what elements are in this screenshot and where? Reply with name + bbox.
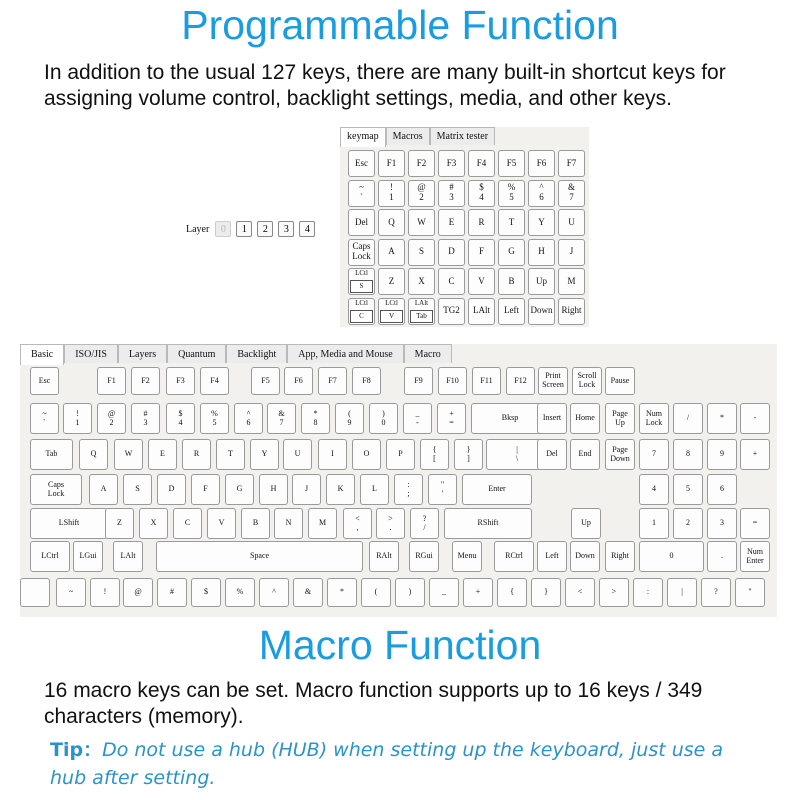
keymap-key-5[interactable]: % 5 bbox=[498, 180, 525, 207]
picker-key-4[interactable]: $ 4 bbox=[166, 403, 195, 434]
picker-key-1[interactable]: 1 bbox=[639, 508, 669, 539]
picker-key-6[interactable]: ^ 6 bbox=[234, 403, 263, 434]
keymap-tab-keymap[interactable]: keymap bbox=[340, 127, 386, 147]
keymap-key-lctl-s[interactable] bbox=[348, 268, 375, 295]
picker-key-rgui[interactable]: RGui bbox=[409, 541, 439, 572]
picker-key-symbol[interactable]: % bbox=[225, 578, 255, 607]
keymap-key-j[interactable]: J bbox=[558, 239, 585, 266]
keymap-key-d[interactable]: D bbox=[438, 239, 465, 266]
picker-key-lgui[interactable]: LGui bbox=[73, 541, 103, 572]
keymap-key-s[interactable]: S bbox=[408, 239, 435, 266]
keymap-key-g[interactable]: G bbox=[498, 239, 525, 266]
picker-key-symbol[interactable]: $ bbox=[191, 578, 221, 607]
picker-key-symbol[interactable]: | bbox=[667, 578, 697, 607]
keymap-key-caps-lock[interactable]: Caps Lock bbox=[348, 239, 375, 266]
picker-key-g[interactable]: G bbox=[225, 474, 254, 505]
picker-key-symbol[interactable]: } bbox=[531, 578, 561, 607]
picker-key-symbol[interactable]: ! bbox=[90, 578, 120, 607]
picker-key-num-lock[interactable]: Num Lock bbox=[639, 403, 669, 434]
base-key-label: S bbox=[350, 280, 373, 293]
tip-text: Do not use a hub (HUB) when setting up the keyboard, just use a hub after setting. bbox=[50, 739, 724, 789]
keymap-key-right[interactable]: Right bbox=[558, 298, 585, 325]
picker-tab-macro[interactable]: Macro bbox=[404, 344, 452, 363]
picker-key-f3[interactable]: F3 bbox=[166, 367, 195, 395]
layer-button-4[interactable]: 4 bbox=[299, 221, 315, 237]
keymap-key-left[interactable]: Left bbox=[498, 298, 525, 325]
keymap-panel-tabs bbox=[340, 127, 495, 146]
picker-tab-iso-jis[interactable]: ISO/JIS bbox=[64, 344, 118, 363]
keymap-panel bbox=[340, 127, 589, 327]
picker-key-symbol[interactable]: : ; bbox=[394, 474, 423, 505]
picker-key-f11[interactable]: F11 bbox=[472, 367, 501, 395]
picker-key-symbol[interactable]: } ] bbox=[454, 439, 483, 470]
picker-key-p[interactable]: P bbox=[386, 439, 415, 470]
picker-key-symbol[interactable]: ~ ` bbox=[30, 403, 59, 434]
picker-key-symbol[interactable]: < bbox=[565, 578, 595, 607]
keymap-key-t[interactable]: T bbox=[498, 209, 525, 236]
picker-key-y[interactable]: Y bbox=[250, 439, 279, 470]
picker-key-symbol[interactable]: ) bbox=[395, 578, 425, 607]
keymap-key-2[interactable]: @ 2 bbox=[408, 180, 435, 207]
picker-key-2[interactable]: @ 2 bbox=[97, 403, 126, 434]
keymap-key-b[interactable]: B bbox=[498, 268, 525, 295]
picker-key-m[interactable]: M bbox=[308, 508, 337, 539]
picker-key-blank[interactable] bbox=[20, 578, 50, 607]
picker-key-symbol[interactable]: ( bbox=[361, 578, 391, 607]
picker-key-v[interactable]: V bbox=[207, 508, 236, 539]
picker-key-f12[interactable]: F12 bbox=[506, 367, 535, 395]
tip-label: Tip： bbox=[50, 739, 103, 761]
picker-key-num-enter[interactable]: Num Enter bbox=[740, 541, 770, 572]
picker-tab-backlight[interactable]: Backlight bbox=[226, 344, 287, 363]
modifier-label: LCtl bbox=[355, 298, 368, 307]
keymap-key-f4[interactable]: F4 bbox=[468, 150, 495, 177]
picker-key-ralt[interactable]: RAlt bbox=[369, 541, 399, 572]
layer-button-2[interactable]: 2 bbox=[257, 221, 273, 237]
keymap-key-f5[interactable]: F5 bbox=[498, 150, 525, 177]
picker-key-symbol[interactable]: _ bbox=[429, 578, 459, 607]
picker-key-symbol[interactable]: * bbox=[707, 403, 737, 434]
keymap-key-6[interactable]: ^ 6 bbox=[528, 180, 555, 207]
programmable-function-description: In addition to the usual 127 keys, there are many built-in shortcut keys for assigning volume control, backlight settings, media, and other keys. bbox=[44, 61, 726, 110]
picker-key-r[interactable]: R bbox=[182, 439, 211, 470]
picker-key-d[interactable]: D bbox=[157, 474, 186, 505]
keymap-key-1[interactable]: ! 1 bbox=[378, 180, 405, 207]
picker-key-symbol[interactable]: | \ bbox=[486, 439, 548, 470]
keymap-key-f3[interactable]: F3 bbox=[438, 150, 465, 177]
picker-key-i[interactable]: I bbox=[318, 439, 347, 470]
picker-key-a[interactable]: A bbox=[89, 474, 118, 505]
picker-key-h[interactable]: H bbox=[259, 474, 288, 505]
picker-key-7[interactable]: 7 bbox=[639, 439, 669, 470]
picker-key-symbol[interactable]: + = bbox=[437, 403, 466, 434]
picker-key-9[interactable]: ( 9 bbox=[335, 403, 364, 434]
keymap-tab-macros[interactable]: Macros bbox=[386, 127, 430, 145]
picker-key-f6[interactable]: F6 bbox=[284, 367, 313, 395]
keymap-key-del[interactable]: Del bbox=[348, 209, 375, 236]
picker-key-right[interactable]: Right bbox=[605, 541, 635, 572]
keymap-key-h[interactable]: H bbox=[528, 239, 555, 266]
picker-key-symbol[interactable]: * bbox=[327, 578, 357, 607]
picker-key-5[interactable]: 5 bbox=[673, 474, 703, 505]
picker-key-3[interactable]: 3 bbox=[707, 508, 737, 539]
picker-tab-layers[interactable]: Layers bbox=[118, 344, 167, 363]
base-key-label: C bbox=[350, 310, 373, 323]
picker-key-symbol[interactable]: " ' bbox=[428, 474, 457, 505]
keymap-key-f2[interactable]: F2 bbox=[408, 150, 435, 177]
picker-key-f5[interactable]: F5 bbox=[251, 367, 280, 395]
picker-key-x[interactable]: X bbox=[139, 508, 168, 539]
picker-key-bksp[interactable]: Bksp bbox=[471, 403, 549, 434]
picker-key-f8[interactable]: F8 bbox=[352, 367, 381, 395]
picker-key-rshift[interactable]: RShift bbox=[444, 508, 532, 539]
picker-key-esc[interactable]: Esc bbox=[30, 367, 59, 395]
picker-key-b[interactable]: B bbox=[241, 508, 270, 539]
keymap-key-4[interactable]: $ 4 bbox=[468, 180, 495, 207]
keymap-key-e[interactable]: E bbox=[438, 209, 465, 236]
picker-key-5[interactable]: % 5 bbox=[200, 403, 229, 434]
picker-key-page-down[interactable]: Page Down bbox=[605, 439, 635, 470]
picker-key-symbol[interactable]: + bbox=[740, 439, 770, 470]
keymap-key-lctl-v[interactable] bbox=[378, 298, 405, 325]
keymap-key-f6[interactable]: F6 bbox=[528, 150, 555, 177]
picker-key-s[interactable]: S bbox=[123, 474, 152, 505]
keymap-key-lalt-tab[interactable] bbox=[408, 298, 435, 325]
picker-key-symbol[interactable]: - bbox=[740, 403, 770, 434]
picker-key-lctrl[interactable]: LCtrl bbox=[30, 541, 70, 572]
picker-key-symbol[interactable]: & bbox=[293, 578, 323, 607]
keymap-key-q[interactable]: Q bbox=[378, 209, 405, 236]
keymap-key-3[interactable]: # 3 bbox=[438, 180, 465, 207]
picker-key-tab[interactable]: Tab bbox=[30, 439, 73, 470]
picker-key-print-screen[interactable]: Print Screen bbox=[538, 367, 568, 395]
picker-key-home[interactable]: Home bbox=[570, 403, 600, 434]
picker-key-left[interactable]: Left bbox=[537, 541, 567, 572]
layer-selector bbox=[186, 220, 320, 238]
picker-key-8[interactable]: * 8 bbox=[301, 403, 330, 434]
picker-key-symbol[interactable]: _ - bbox=[403, 403, 432, 434]
picker-key-symbol[interactable]: @ bbox=[123, 578, 153, 607]
picker-key-insert[interactable]: Insert bbox=[537, 403, 567, 434]
picker-key-symbol[interactable]: # bbox=[157, 578, 187, 607]
layer-button-1[interactable]: 1 bbox=[236, 221, 252, 237]
keymap-key-up[interactable]: Up bbox=[528, 268, 555, 295]
picker-key-enter[interactable]: Enter bbox=[462, 474, 532, 505]
picker-key-f10[interactable]: F10 bbox=[438, 367, 467, 395]
keymap-key-c[interactable]: C bbox=[438, 268, 465, 295]
picker-key-6[interactable]: 6 bbox=[707, 474, 737, 505]
tip-note bbox=[50, 736, 750, 792]
picker-key-symbol[interactable]: + bbox=[463, 578, 493, 607]
picker-key-symbol[interactable]: { [ bbox=[420, 439, 449, 470]
picker-key-symbol[interactable]: / bbox=[673, 403, 703, 434]
layer-label: Layer bbox=[186, 223, 210, 235]
picker-key-q[interactable]: Q bbox=[79, 439, 108, 470]
picker-key-symbol[interactable]: { bbox=[497, 578, 527, 607]
keymap-key-esc[interactable]: Esc bbox=[348, 150, 375, 177]
picker-key-9[interactable]: 9 bbox=[707, 439, 737, 470]
keymap-key-symbol[interactable]: ~ ` bbox=[348, 180, 375, 207]
picker-key-l[interactable]: L bbox=[360, 474, 389, 505]
picker-key-up[interactable]: Up bbox=[571, 508, 601, 539]
picker-key-j[interactable]: J bbox=[292, 474, 321, 505]
picker-key-symbol[interactable]: < , bbox=[343, 508, 372, 539]
keymap-key-lctl-c[interactable] bbox=[348, 298, 375, 325]
picker-key-del[interactable]: Del bbox=[537, 439, 567, 470]
picker-key-f1[interactable]: F1 bbox=[97, 367, 126, 395]
keymap-key-f1[interactable]: F1 bbox=[378, 150, 405, 177]
keymap-key-7[interactable]: & 7 bbox=[558, 180, 585, 207]
picker-key-pause[interactable]: Pause bbox=[605, 367, 635, 395]
picker-key-symbol[interactable]: " bbox=[735, 578, 765, 607]
picker-key-f[interactable]: F bbox=[191, 474, 220, 505]
picker-key-symbol[interactable]: > bbox=[599, 578, 629, 607]
picker-key-scroll-lock[interactable]: Scroll Lock bbox=[572, 367, 602, 395]
keymap-key-f7[interactable]: F7 bbox=[558, 150, 585, 177]
picker-key-f2[interactable]: F2 bbox=[131, 367, 160, 395]
picker-key-0[interactable]: 0 bbox=[639, 541, 704, 572]
picker-key-lalt[interactable]: LAlt bbox=[113, 541, 143, 572]
picker-key-symbol[interactable]: : bbox=[633, 578, 663, 607]
picker-key-t[interactable]: T bbox=[216, 439, 245, 470]
picker-key-down[interactable]: Down bbox=[570, 541, 600, 572]
picker-key-2[interactable]: 2 bbox=[673, 508, 703, 539]
picker-key-space[interactable]: Space bbox=[156, 541, 363, 572]
picker-key-c[interactable]: C bbox=[173, 508, 202, 539]
keymap-tab-matrix-tester[interactable]: Matrix tester bbox=[430, 127, 495, 145]
picker-key-f4[interactable]: F4 bbox=[200, 367, 229, 395]
picker-key-z[interactable]: Z bbox=[105, 508, 134, 539]
picker-key-page-up[interactable]: Page Up bbox=[605, 403, 635, 434]
picker-key-k[interactable]: K bbox=[326, 474, 355, 505]
keycode-picker-panel bbox=[20, 344, 777, 617]
macro-function-heading: Macro Function bbox=[258, 622, 542, 668]
layer-button-3[interactable]: 3 bbox=[278, 221, 294, 237]
base-key-label: V bbox=[380, 310, 403, 323]
keymap-key-v[interactable]: V bbox=[468, 268, 495, 295]
modifier-label: LCtl bbox=[355, 269, 368, 277]
picker-key-e[interactable]: E bbox=[148, 439, 177, 470]
picker-tab-basic[interactable]: Basic bbox=[20, 344, 64, 365]
modifier-label: LCtl bbox=[385, 298, 398, 307]
macro-function-description: 16 macro keys can be set. Macro function supports up to 16 keys / 349 characters (memory). bbox=[44, 679, 703, 728]
programmable-function-heading: Programmable Function bbox=[181, 2, 619, 48]
layer-button-0[interactable]: 0 bbox=[215, 221, 231, 237]
keymap-key-f[interactable]: F bbox=[468, 239, 495, 266]
picker-key-f9[interactable]: F9 bbox=[404, 367, 433, 395]
picker-key-lshift[interactable]: LShift bbox=[30, 508, 108, 539]
keymap-key-u[interactable]: U bbox=[558, 209, 585, 236]
picker-key-symbol[interactable]: = bbox=[740, 508, 770, 539]
keycode-picker-tabs bbox=[20, 344, 452, 363]
base-key-label: Tab bbox=[410, 310, 433, 323]
keymap-key-tg2[interactable]: TG2 bbox=[438, 298, 465, 325]
keymap-key-r[interactable]: R bbox=[468, 209, 495, 236]
picker-key-menu[interactable]: Menu bbox=[452, 541, 482, 572]
picker-key-symbol[interactable]: . bbox=[707, 541, 737, 572]
keymap-key-a[interactable]: A bbox=[378, 239, 405, 266]
picker-key-3[interactable]: # 3 bbox=[131, 403, 160, 434]
picker-key-0[interactable]: ) 0 bbox=[369, 403, 398, 434]
picker-key-w[interactable]: W bbox=[114, 439, 143, 470]
picker-key-f7[interactable]: F7 bbox=[318, 367, 347, 395]
picker-key-n[interactable]: N bbox=[274, 508, 303, 539]
picker-tab-quantum[interactable]: Quantum bbox=[167, 344, 226, 363]
picker-key-rctrl[interactable]: RCtrl bbox=[494, 541, 534, 572]
keymap-key-lalt[interactable]: LAlt bbox=[468, 298, 495, 325]
picker-key-4[interactable]: 4 bbox=[639, 474, 669, 505]
picker-key-1[interactable]: ! 1 bbox=[63, 403, 92, 434]
keymap-key-x[interactable]: X bbox=[408, 268, 435, 295]
keymap-key-y[interactable]: Y bbox=[528, 209, 555, 236]
keymap-key-z[interactable]: Z bbox=[378, 268, 405, 295]
picker-tab-app-media-and-mouse[interactable]: App, Media and Mouse bbox=[287, 344, 403, 363]
picker-key-symbol[interactable]: > . bbox=[376, 508, 405, 539]
picker-key-symbol[interactable]: ? bbox=[701, 578, 731, 607]
picker-key-8[interactable]: 8 bbox=[673, 439, 703, 470]
picker-key-symbol[interactable]: ~ bbox=[56, 578, 86, 607]
modifier-label: LAlt bbox=[414, 298, 429, 307]
picker-key-7[interactable]: & 7 bbox=[267, 403, 296, 434]
picker-key-symbol[interactable]: ^ bbox=[259, 578, 289, 607]
picker-key-caps-lock[interactable]: Caps Lock bbox=[30, 474, 82, 505]
keymap-key-down[interactable]: Down bbox=[528, 298, 555, 325]
keymap-key-w[interactable]: W bbox=[408, 209, 435, 236]
picker-key-o[interactable]: O bbox=[352, 439, 381, 470]
keymap-key-m[interactable]: M bbox=[558, 268, 585, 295]
picker-key-end[interactable]: End bbox=[570, 439, 600, 470]
picker-key-u[interactable]: U bbox=[283, 439, 312, 470]
picker-key-symbol[interactable]: ? / bbox=[410, 508, 439, 539]
